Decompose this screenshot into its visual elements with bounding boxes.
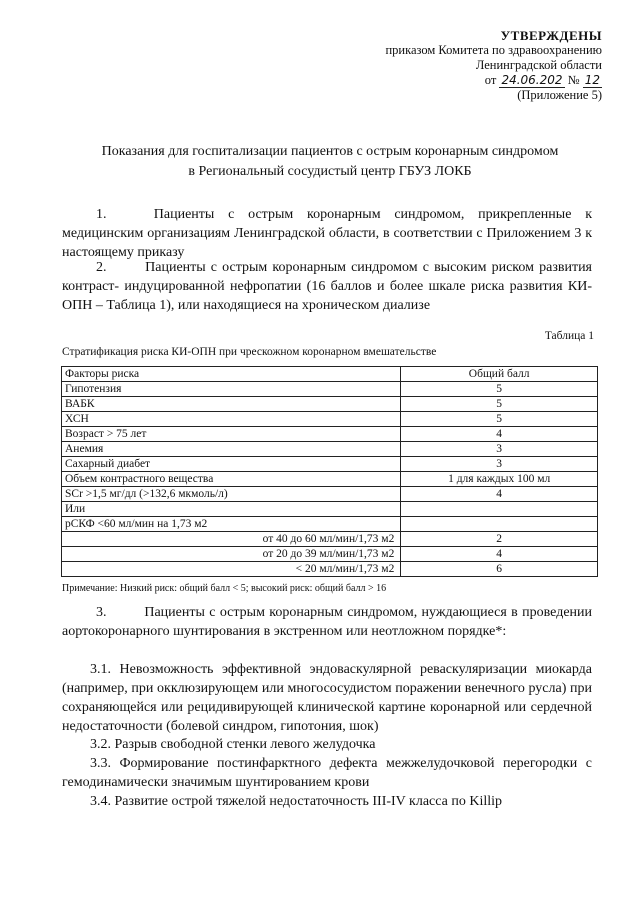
- handwritten-number: 12: [584, 73, 600, 87]
- risk-score: [401, 517, 598, 532]
- header-score: Общий балл: [401, 367, 598, 382]
- risk-factor: Возраст > 75 лет: [62, 427, 401, 442]
- date-prefix: от: [484, 73, 497, 87]
- approval-line-2: Ленинградской области: [475, 58, 602, 72]
- table-row: [62, 472, 598, 487]
- risk-score: 5: [401, 382, 598, 397]
- risk-score: 5: [401, 412, 598, 427]
- heading-line-2: в Региональный сосудистый центр ГБУЗ ЛОКБ: [188, 164, 472, 179]
- risk-factor: < 20 мл/мин/1,73 м2: [62, 562, 401, 577]
- item-text: Пациенты с острым коронарным синдромом, нуждающиеся в проведении аортокоронарного шунтирования в экстренном или неотложном порядке*:: [62, 605, 593, 639]
- risk-score: 4: [401, 427, 598, 442]
- risk-factor: ВАБК: [62, 397, 401, 412]
- risk-score: [401, 502, 598, 517]
- table-row: [62, 532, 598, 547]
- table-caption: Стратификация риска КИ-ОПН при чрескожном коронарном вмешательстве: [62, 346, 437, 358]
- heading-line-1: Показания для госпитализации пациентов с острым коронарным синдромом: [101, 144, 559, 159]
- document-heading: [60, 142, 600, 182]
- table-note: Примечание: Низкий риск: общий балл < 5; высокий риск: общий балл > 16: [62, 583, 387, 594]
- table-row: [62, 412, 598, 427]
- table-row: [62, 562, 598, 577]
- table-header-row: [62, 367, 598, 382]
- risk-factor: ХСН: [62, 412, 401, 427]
- item-number: 2.: [96, 260, 107, 275]
- item-2: [62, 258, 592, 315]
- risk-score: 6: [401, 562, 598, 577]
- risk-table: [61, 366, 598, 577]
- risk-factor: Объем контрастного вещества: [62, 472, 401, 487]
- number-prefix: №: [567, 73, 580, 87]
- risk-factor: от 20 до 39 мл/мин/1,73 м2: [62, 547, 401, 562]
- table-row: [62, 457, 598, 472]
- risk-score: 5: [401, 397, 598, 412]
- approval-stamp-block: [342, 28, 602, 103]
- subitem-3-3: 3.3. Формирование постинфарктного дефекта межжелудочковой перегородки с гемодинамически значимым шунтированием крови: [62, 756, 592, 790]
- risk-factor: Или: [62, 502, 401, 517]
- risk-factor: от 40 до 60 мл/мин/1,73 м2: [62, 532, 401, 547]
- item-number: 1.: [96, 207, 107, 222]
- risk-score: 1 для каждых 100 мл: [401, 472, 598, 487]
- subitem-3-2: 3.2. Разрыв свободной стенки левого желудочка: [90, 737, 376, 752]
- risk-factor: SCr >1,5 мг/дл (>132,6 мкмоль/л): [62, 487, 401, 502]
- item-1: [62, 205, 592, 262]
- approval-title: УТВЕРЖДЕНЫ: [500, 28, 602, 43]
- table-label: Таблица 1: [544, 330, 594, 342]
- risk-factor: Гипотензия: [62, 382, 401, 397]
- table-row: [62, 487, 598, 502]
- table-row: [62, 547, 598, 562]
- item-3: [62, 603, 592, 641]
- risk-factor: Сахарный диабет: [62, 457, 401, 472]
- risk-factor: рСКФ <60 мл/мин на 1,73 м2: [62, 517, 401, 532]
- risk-score: 3: [401, 442, 598, 457]
- subitem-3-4: 3.4. Развитие острой тяжелой недостаточность III-IV класса по Killip: [90, 794, 503, 809]
- handwritten-date: 24.06.202: [501, 73, 563, 87]
- risk-factor: Анемия: [62, 442, 401, 457]
- risk-score: 2: [401, 532, 598, 547]
- item-text: Пациенты с острым коронарным синдромом, прикрепленные к медицинским организациям Ленинградской области, в соответствии с Приложением 3 к настоящему приказу: [62, 207, 592, 260]
- header-factors: Факторы риска: [62, 367, 401, 382]
- item-number: 3.: [96, 605, 107, 620]
- approval-date-line: [342, 73, 602, 88]
- risk-score: 4: [401, 487, 598, 502]
- item-text: Пациенты с острым коронарным синдромом с высоким риском развития контраст- индуцированной нефропатии (16 баллов и более шкале риска развития КИ-ОПН – Таблица 1), или находящиеся на хроническом диализе: [62, 260, 592, 313]
- table-row: [62, 382, 598, 397]
- table-row: [62, 442, 598, 457]
- subitem-3-1: 3.1. Невозможность эффективной эндоваскулярной реваскуляризации миокарда (например, при окклюзирующем или многососудистом поражении венечного русла) при сохраняющейся или рецидивирующей клинической картине коронарной или сердечной недостаточности (болевой синдром, гипотония, шок): [62, 662, 592, 734]
- risk-score: 3: [401, 457, 598, 472]
- table-row: [62, 397, 598, 412]
- risk-score: 4: [401, 547, 598, 562]
- table-row: [62, 427, 598, 442]
- appendix-label: (Приложение 5): [517, 88, 602, 102]
- table-row: [62, 517, 598, 532]
- approval-line-1: приказом Комитета по здравоохранению: [385, 43, 602, 57]
- table-row: [62, 502, 598, 517]
